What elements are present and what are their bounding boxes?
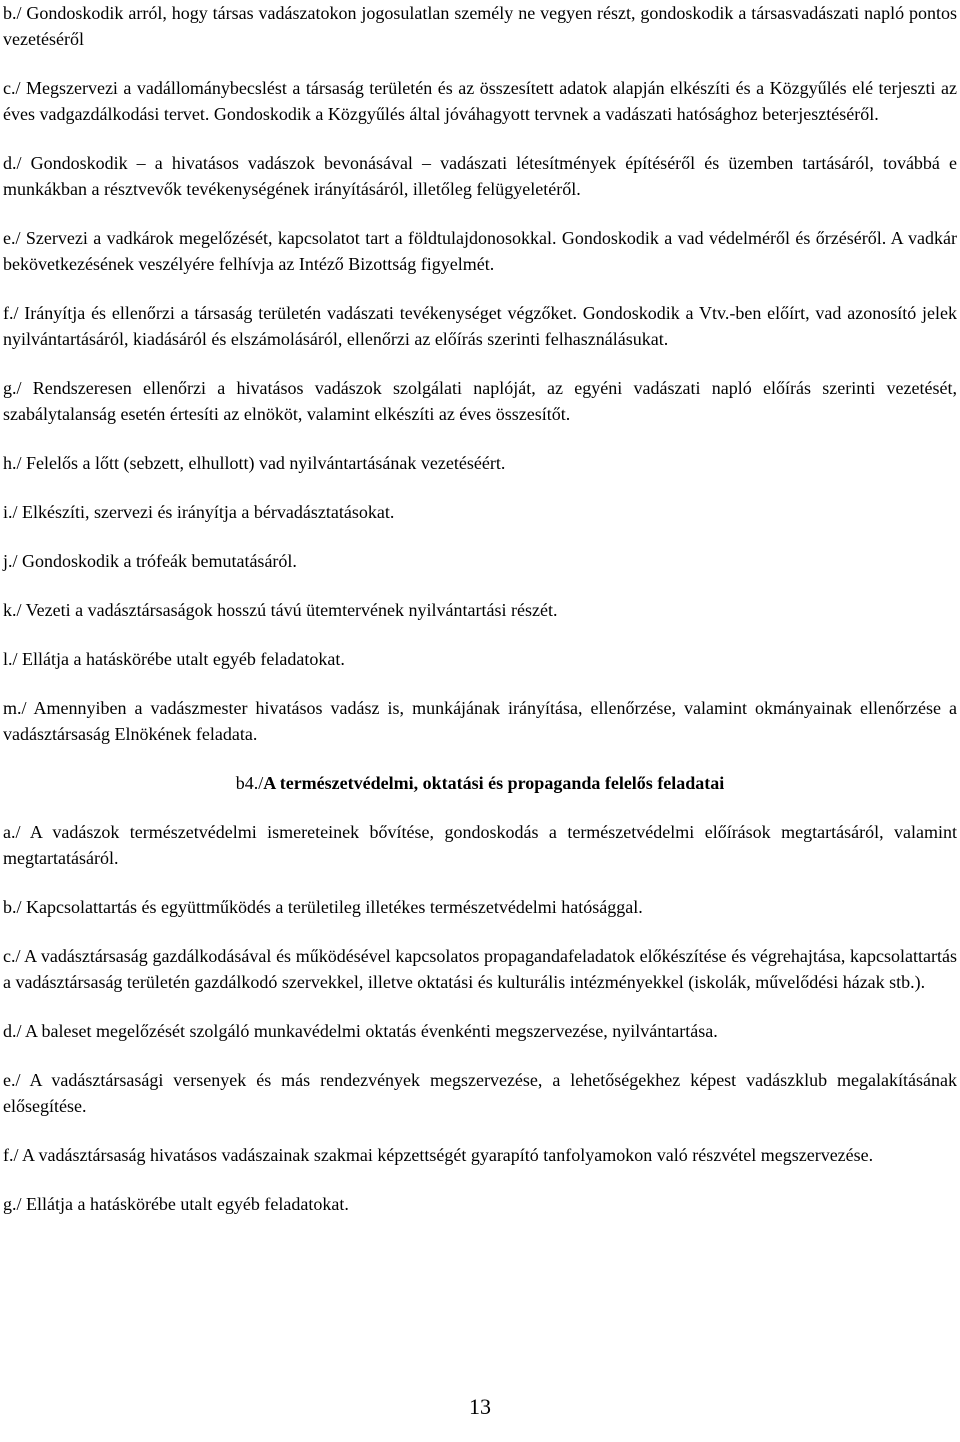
- paragraph-b3-d: d./ Gondoskodik – a hivatásos vadászok bevonásával – vadászati létesítmények építéséről és üzemben tartásáról, továbbá e munkákban a résztvevők tevékenységének irányításáról, illetőleg felügyeletéről.: [3, 153, 957, 199]
- section-heading-prefix: b4./: [235, 773, 264, 793]
- paragraph-b4-c: c./ A vadásztársaság gazdálkodásával és működésével kapcsolatos propagandafeladatok előkészítése és végrehajtása, kapcsolattartás a vadásztársaság területén gazdálkodó szervekkel, illetve oktatási és kulturális intézményekkel (iskolák, művelődési házak stb.).: [3, 946, 957, 992]
- paragraph-b3-b: b./ Gondoskodik arról, hogy társas vadászatokon jogosulatlan személy ne vegyen részt, gondoskodik a társasvadászati napló pontos vezetéséről: [3, 3, 957, 49]
- paragraph-b3-k: k./ Vezeti a vadásztársaságok hosszú távú ütemtervének nyilvántartási részét.: [3, 600, 558, 620]
- section-heading-b4: [3, 770, 957, 796]
- paragraph-b4-a: a./ A vadászok természetvédelmi ismereteinek bővítése, gondoskodás a természetvédelmi előírások megtartásáról, valamint megtartatásáról.: [3, 822, 957, 868]
- paragraph-b3-e: e./ Szervezi a vadkárok megelőzését, kapcsolatot tart a földtulajdonosokkal. Gondoskodik a vad védelméről és őrzéséről. A vadkár bekövetkezésének veszélyére felhívja az Intéző Bizottság figyelmét.: [3, 228, 957, 274]
- document-page: [3, 0, 957, 1240]
- section-heading-title: A természetvédelmi, oktatási és propaganda felelős feladatai: [263, 773, 725, 793]
- paragraph-b3-c: c./ Megszervezi a vadállománybecslést a társaság területén és az összesített adatok alapján elkészíti és a Közgyűlés elé terjeszti az éves vadgazdálkodási tervet. Gondoskodik a Közgyűlés által jóváhagyott tervnek a vadászati hatósághoz beterjesztéséről.: [3, 78, 957, 124]
- paragraph-b4-f: f./ A vadásztársaság hivatásos vadászainak szakmai képzettségét gyarapító tanfolyamokon való részvétel megszervezése.: [3, 1145, 874, 1165]
- paragraph-b3-g: g./ Rendszeresen ellenőrzi a hivatásos vadászok szolgálati naplóját, az egyéni vadászati napló előírás szerinti vezetését, szabálytalanság esetén értesíti az elnököt, valamint elkészíti az éves összesítőt.: [3, 378, 957, 424]
- paragraph-b4-d: d./ A baleset megelőzését szolgáló munkavédelmi oktatás évenkénti megszervezése, nyilvántartása.: [3, 1021, 718, 1041]
- paragraph-b4-g: g./ Ellátja a hatáskörébe utalt egyéb feladatokat.: [3, 1194, 349, 1214]
- paragraph-b3-j: j./ Gondoskodik a trófeák bemutatásáról.: [3, 551, 297, 571]
- page-number: 13: [469, 1394, 491, 1419]
- paragraph-b4-b: b./ Kapcsolattartás és együttműködés a területileg illetékes természetvédelmi hatósággal.: [3, 897, 643, 917]
- paragraph-b3-f: f./ Irányítja és ellenőrzi a társaság területén vadászati tevékenységet végzőket. Gondoskodik a Vtv.-ben előírt, vad azonosító jelek nyilvántartásáról, kiadásáról és elszámolásáról, ellenőrzi az előírás szerinti felhasználásukat.: [3, 303, 957, 349]
- paragraph-b3-h: h./ Felelős a lőtt (sebzett, elhullott) vad nyilvántartásának vezetéséért.: [3, 453, 506, 473]
- paragraph-b3-i: i./ Elkészíti, szervezi és irányítja a bérvadásztatásokat.: [3, 502, 395, 522]
- paragraph-b3-m: m./ Amennyiben a vadászmester hivatásos vadász is, munkájának irányítása, ellenőrzése, valamint okmányainak ellenőrzése a vadásztársaság Elnökének feladata.: [3, 698, 957, 744]
- paragraph-b4-e: e./ A vadásztársasági versenyek és más rendezvények megszervezése, a lehetőségekhez képest vadászklub megalakításának elősegítése.: [3, 1070, 957, 1116]
- paragraph-b3-l: l./ Ellátja a hatáskörébe utalt egyéb feladatokat.: [3, 649, 345, 669]
